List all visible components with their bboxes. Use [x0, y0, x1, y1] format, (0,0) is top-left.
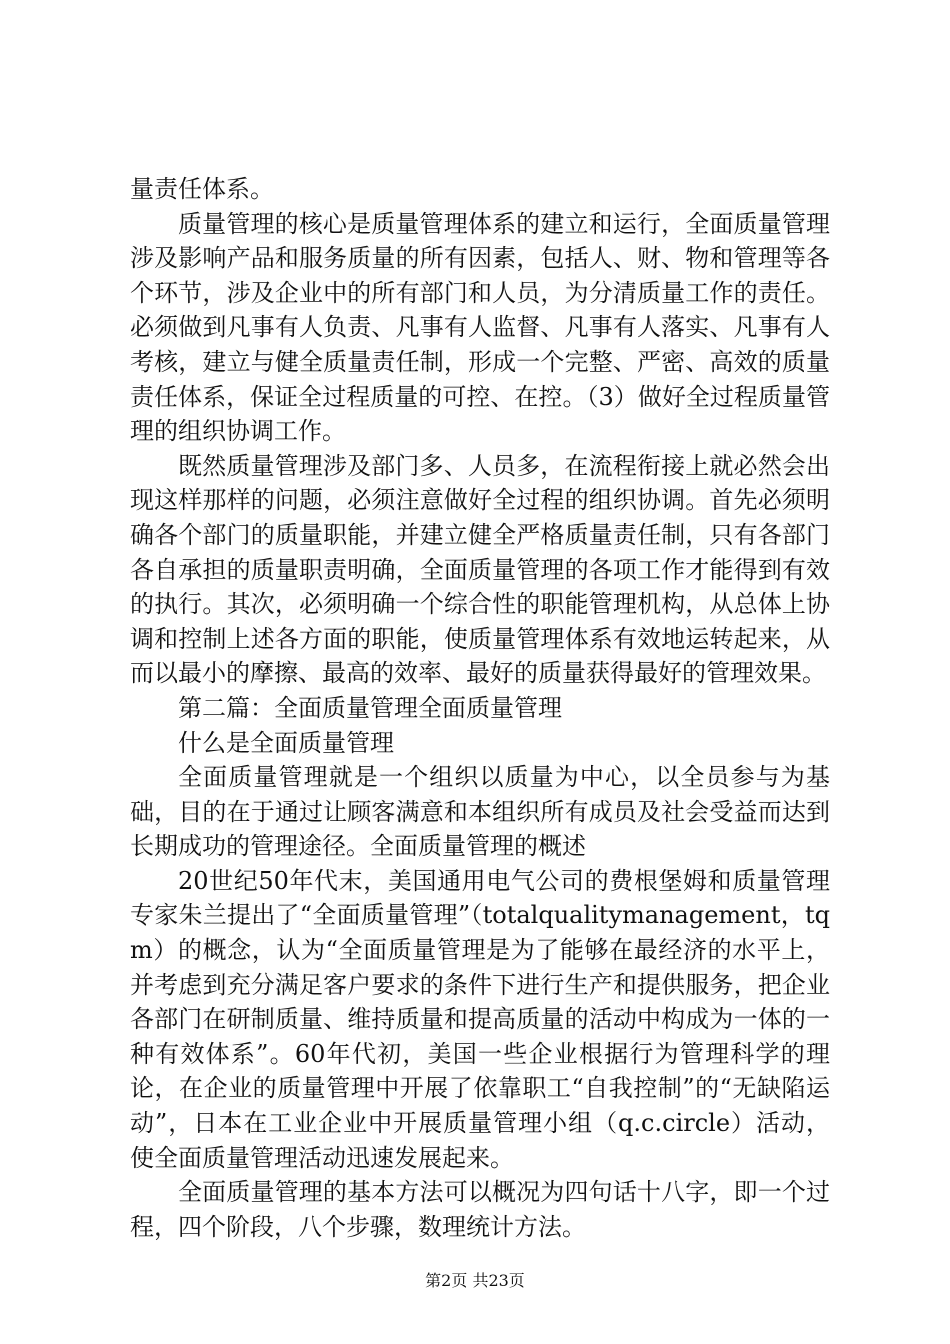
section-heading: 第二篇：全面质量管理全面质量管理: [178, 693, 562, 722]
subsection-heading: 什么是全面质量管理: [178, 728, 394, 757]
paragraph: 全面质量管理的基本方法可以概况为四句话十八字，即一个过程，四个阶段，八个步骤，数理统计方法。: [130, 1178, 830, 1241]
paragraph: 20世纪50年代末，美国通用电气公司的费根堡姆和质量管理专家朱兰提出了“全面质量管理”（totalqualitymanagement，tqm）的概念，认为“全面质量管理是为了能够在最经济的水平上，并考虑到充分满足客户要求的条件下进行生产和提供服务，把企业各部门在研制质量、维持质量和提高质量的活动中构成为一体的一种有效体系”。60年代初，美国一些企业根据行为管理科学的理论，在企业的质量管理中开展了依靠职工“自我控制”的“无缺陷运动”，日本在工业企业中开展质量管理小组（q.c.circle）活动，使全面质量管理活动迅速发展起来。: [130, 866, 830, 1172]
paragraph: 全面质量管理就是一个组织以质量为中心，以全员参与为基础，目的在于通过让顾客满意和本组织所有成员及社会受益而达到长期成功的管理途径。全面质量管理的概述: [130, 763, 830, 861]
paragraph: 量责任体系。: [130, 175, 274, 203]
document-body: [130, 172, 830, 1244]
page-number-footer: 第2页 共23页: [425, 1271, 525, 1290]
paragraph: 质量管理的核心是质量管理体系的建立和运行，全面质量管理涉及影响产品和服务质量的所有因素，包括人、财、物和管理等各个环节，涉及企业中的所有部门和人员，为分清质量工作的责任。必须做到凡事有人负责、凡事有人监督、凡事有人落实、凡事有人考核，建立与健全质量责任制，形成一个完整、严密、高效的质量责任体系，保证全过程质量的可控、在控。（3）做好全过程质量管理的组织协调工作。: [130, 209, 830, 446]
paragraph: 既然质量管理涉及部门多、人员多，在流程衔接上就必然会出现这样那样的问题，必须注意做好全过程的组织协调。首先必须明确各个部门的质量职能，并建立健全严格质量责任制，只有各部门各自承担的质量职责明确，全面质量管理的各项工作才能得到有效的执行。其次，必须明确一个综合性的职能管理机构，从总体上协调和控制上述各方面的职能，使质量管理体系有效地运转起来，从而以最小的摩擦、最高的效率、最好的质量获得最好的管理效果。: [130, 451, 830, 688]
